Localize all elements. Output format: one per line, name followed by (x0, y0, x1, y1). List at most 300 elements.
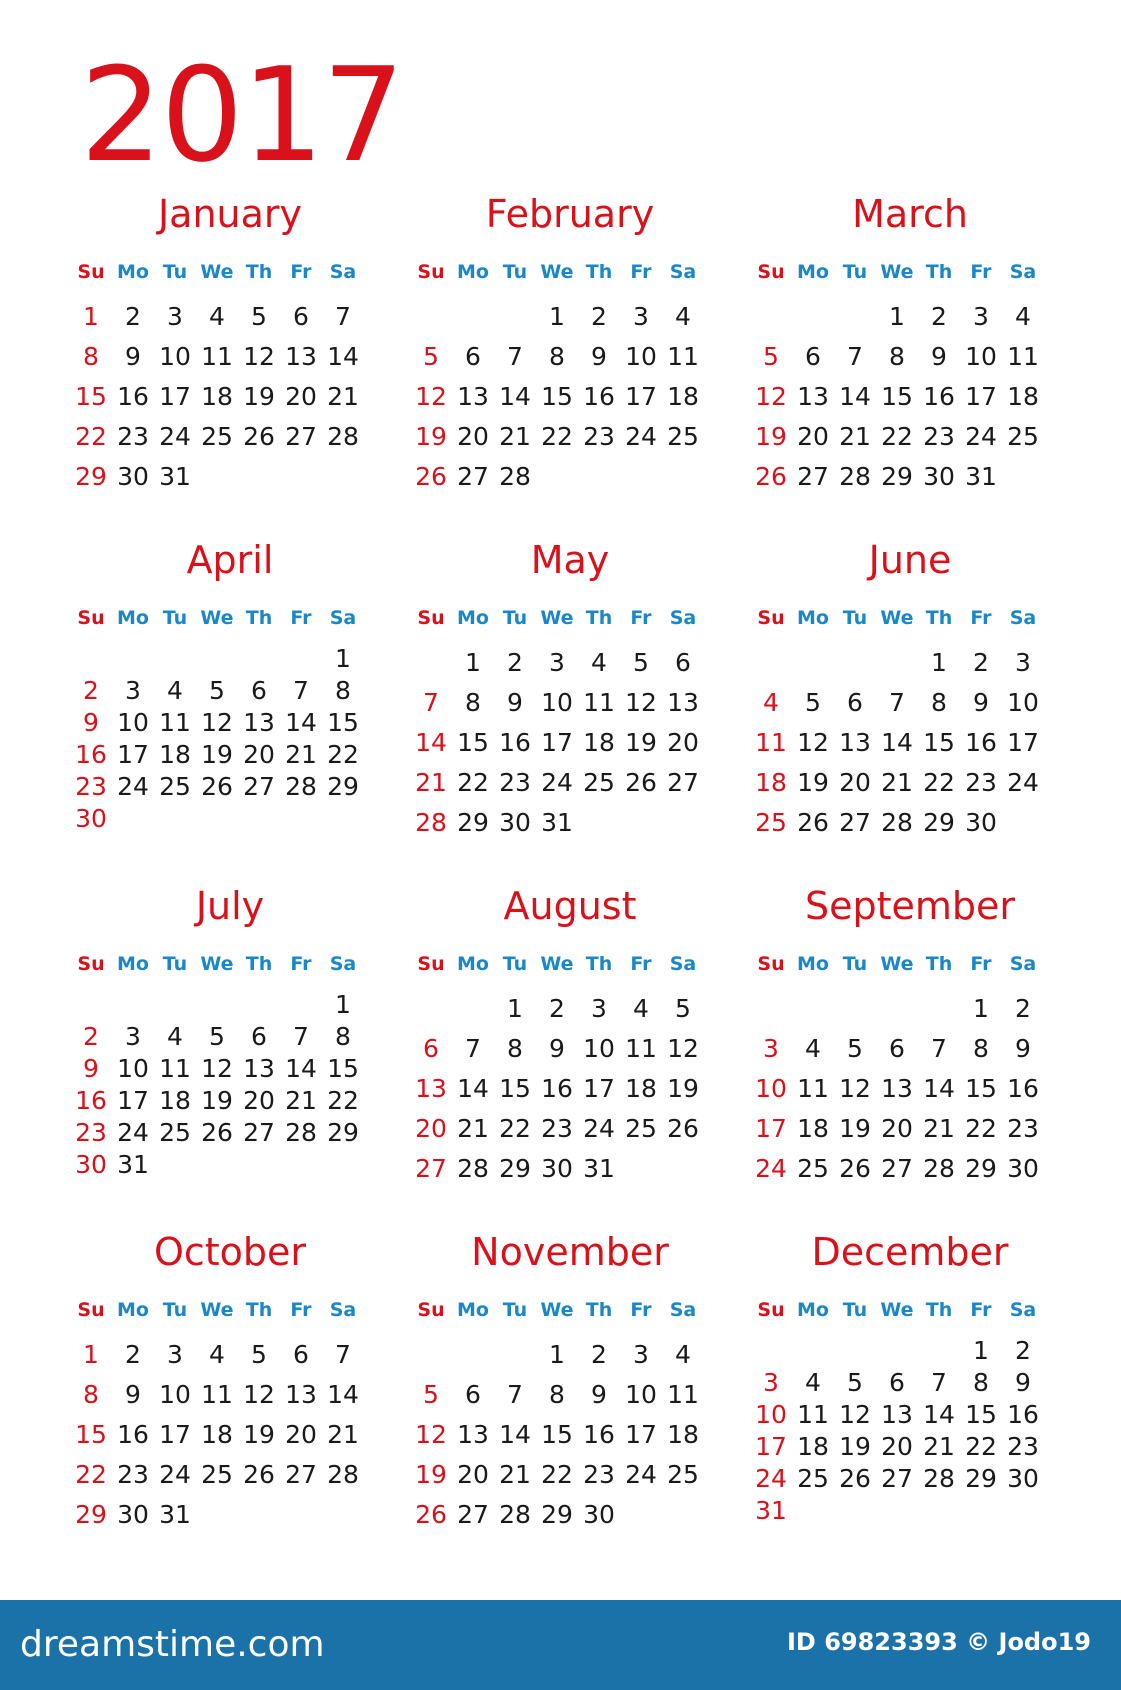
weekday-label: Th (245, 261, 273, 283)
day-number: 17 (625, 382, 657, 411)
day-number: 24 (625, 1460, 657, 1489)
day-number: 19 (201, 740, 233, 769)
day-number: 2 (591, 1340, 607, 1369)
empty-cell (834, 643, 876, 683)
day-number: 18 (797, 1114, 829, 1143)
day-number: 1 (549, 1340, 565, 1369)
day-number: 14 (881, 728, 913, 757)
empty-cell (750, 989, 792, 1029)
day-number: 29 (499, 1154, 531, 1183)
day-number: 4 (1015, 302, 1031, 331)
day-number: 23 (923, 422, 955, 451)
day-number: 4 (209, 1340, 225, 1369)
day-number: 26 (243, 422, 275, 451)
weekday-label: Su (417, 1299, 445, 1321)
day-number: 24 (117, 772, 149, 801)
day-number: 31 (159, 462, 191, 491)
day-number: 22 (965, 1114, 997, 1143)
day-number: 27 (415, 1154, 447, 1183)
empty-cell (410, 989, 452, 1029)
day-number: 31 (965, 462, 997, 491)
weekday-label: Su (417, 607, 445, 629)
month-name: February (485, 192, 655, 236)
day-number: 7 (847, 342, 863, 371)
day-number: 26 (797, 808, 829, 837)
empty-cell (792, 1335, 834, 1367)
day-number: 6 (423, 1034, 439, 1063)
day-number: 6 (847, 688, 863, 717)
day-number: 1 (549, 302, 565, 331)
day-number: 1 (973, 994, 989, 1023)
weekday-label: Su (757, 261, 785, 283)
day-number: 11 (201, 342, 233, 371)
day-number: 30 (117, 462, 149, 491)
site-logo: dreamstime.com (20, 1624, 325, 1665)
day-number: 20 (667, 728, 699, 757)
weekday-header (750, 607, 1050, 629)
day-number: 23 (499, 768, 531, 797)
day-number: 7 (293, 676, 309, 705)
empty-cell (280, 989, 322, 1021)
day-number: 8 (889, 342, 905, 371)
day-number: 18 (625, 1074, 657, 1103)
empty-cell (410, 1335, 452, 1375)
weekday-header (410, 953, 710, 975)
day-number: 27 (881, 1464, 913, 1493)
day-number: 27 (457, 1500, 489, 1529)
day-number: 10 (755, 1074, 787, 1103)
day-number: 2 (507, 648, 523, 677)
weekday-header (750, 261, 1050, 283)
day-number: 6 (675, 648, 691, 677)
empty-cell (410, 643, 452, 683)
day-number: 31 (755, 1496, 787, 1525)
weekday-header (410, 607, 710, 629)
day-number: 15 (499, 1074, 531, 1103)
day-number: 5 (805, 688, 821, 717)
day-number: 20 (285, 1420, 317, 1449)
weekday-label: We (880, 607, 914, 629)
day-number: 23 (583, 422, 615, 451)
day-number: 18 (797, 1432, 829, 1461)
weekday-label: Fr (630, 261, 652, 283)
day-number: 10 (159, 342, 191, 371)
day-number: 8 (465, 688, 481, 717)
day-number: 14 (285, 708, 317, 737)
days-grid (750, 1335, 1050, 1527)
day-number: 27 (797, 462, 829, 491)
weekday-label: Th (585, 607, 613, 629)
day-number: 20 (839, 768, 871, 797)
day-number: 10 (755, 1400, 787, 1429)
day-number: 25 (797, 1464, 829, 1493)
day-number: 10 (159, 1380, 191, 1409)
day-number: 24 (159, 1460, 191, 1489)
weekday-label: Sa (669, 1299, 697, 1321)
weekday-label: Fr (970, 1299, 992, 1321)
empty-cell (750, 643, 792, 683)
day-number: 30 (923, 462, 955, 491)
day-number: 12 (839, 1400, 871, 1429)
day-number: 2 (83, 1022, 99, 1051)
day-number: 22 (499, 1114, 531, 1143)
weekday-label: Fr (970, 261, 992, 283)
day-number: 3 (973, 302, 989, 331)
weekday-label: Th (245, 1299, 273, 1321)
day-number: 11 (1007, 342, 1039, 371)
day-number: 21 (923, 1432, 955, 1461)
empty-cell (280, 643, 322, 675)
day-number: 15 (457, 728, 489, 757)
day-number: 21 (881, 768, 913, 797)
day-number: 24 (755, 1464, 787, 1493)
day-number: 26 (755, 462, 787, 491)
day-number: 25 (667, 422, 699, 451)
day-number: 23 (541, 1114, 573, 1143)
weekday-label: Tu (162, 953, 188, 975)
day-number: 28 (457, 1154, 489, 1183)
day-number: 16 (541, 1074, 573, 1103)
day-number: 13 (839, 728, 871, 757)
day-number: 16 (583, 382, 615, 411)
weekday-label: Sa (1009, 1299, 1037, 1321)
day-number: 29 (75, 1500, 107, 1529)
day-number: 7 (507, 342, 523, 371)
day-number: 22 (327, 740, 359, 769)
day-number: 22 (75, 1460, 107, 1489)
day-number: 17 (117, 740, 149, 769)
month-name: November (471, 1230, 669, 1274)
day-number: 28 (499, 1500, 531, 1529)
empty-cell (834, 297, 876, 337)
day-number: 17 (159, 1420, 191, 1449)
day-number: 2 (1015, 994, 1031, 1023)
day-number: 25 (755, 808, 787, 837)
weekday-header (410, 1299, 710, 1321)
weekday-label: Su (417, 261, 445, 283)
day-number: 1 (931, 648, 947, 677)
weekday-label: Sa (329, 607, 357, 629)
day-number: 13 (415, 1074, 447, 1103)
day-number: 1 (83, 302, 99, 331)
weekday-header (70, 953, 370, 975)
day-number: 21 (327, 382, 359, 411)
day-number: 5 (251, 1340, 267, 1369)
empty-cell (112, 643, 154, 675)
day-number: 31 (159, 1500, 191, 1529)
day-number: 21 (923, 1114, 955, 1143)
day-number: 5 (209, 676, 225, 705)
weekday-label: Th (925, 261, 953, 283)
weekday-header (750, 953, 1050, 975)
footer-bar (0, 1600, 1121, 1690)
day-number: 19 (243, 1420, 275, 1449)
day-number: 7 (335, 302, 351, 331)
day-number: 25 (625, 1114, 657, 1143)
day-number: 20 (243, 1086, 275, 1115)
day-number: 4 (209, 302, 225, 331)
day-number: 18 (201, 1420, 233, 1449)
day-number: 23 (1007, 1114, 1039, 1143)
day-number: 8 (931, 688, 947, 717)
days-grid (70, 989, 370, 1181)
weekday-label: Tu (842, 261, 868, 283)
day-number: 29 (327, 1118, 359, 1147)
day-number: 16 (1007, 1400, 1039, 1429)
day-number: 1 (335, 990, 351, 1019)
day-number: 28 (839, 462, 871, 491)
day-number: 15 (75, 382, 107, 411)
weekday-label: Mo (457, 953, 489, 975)
day-number: 27 (285, 1460, 317, 1489)
empty-cell (70, 989, 112, 1021)
day-number: 21 (499, 422, 531, 451)
day-number: 3 (167, 1340, 183, 1369)
day-number: 4 (675, 1340, 691, 1369)
weekday-label: Sa (329, 953, 357, 975)
day-number: 7 (507, 1380, 523, 1409)
weekday-label: Sa (669, 953, 697, 975)
month-name: August (503, 884, 637, 928)
weekday-label: Th (925, 607, 953, 629)
day-number: 15 (541, 1420, 573, 1449)
day-number: 26 (201, 1118, 233, 1147)
day-number: 21 (839, 422, 871, 451)
weekday-label: Su (757, 1299, 785, 1321)
empty-cell (876, 1335, 918, 1367)
day-number: 19 (415, 422, 447, 451)
day-number: 14 (285, 1054, 317, 1083)
day-number: 29 (327, 772, 359, 801)
day-number: 17 (541, 728, 573, 757)
day-number: 10 (965, 342, 997, 371)
day-number: 15 (881, 382, 913, 411)
day-number: 15 (75, 1420, 107, 1449)
day-number: 6 (889, 1034, 905, 1063)
day-number: 9 (1015, 1368, 1031, 1397)
day-number: 20 (797, 422, 829, 451)
weekday-label: Mo (797, 1299, 829, 1321)
day-number: 19 (755, 422, 787, 451)
day-number: 1 (889, 302, 905, 331)
day-number: 4 (167, 1022, 183, 1051)
weekday-label: Th (925, 953, 953, 975)
weekday-label: Th (925, 1299, 953, 1321)
day-number: 12 (415, 1420, 447, 1449)
weekday-label: We (200, 953, 234, 975)
day-number: 30 (499, 808, 531, 837)
day-number: 16 (75, 1086, 107, 1115)
weekday-label: Su (77, 261, 105, 283)
day-number: 27 (285, 422, 317, 451)
weekday-label: Mo (457, 1299, 489, 1321)
weekday-label: We (200, 607, 234, 629)
weekday-label: We (540, 607, 574, 629)
day-number: 15 (327, 1054, 359, 1083)
empty-cell (918, 989, 960, 1029)
weekday-label: Sa (1009, 607, 1037, 629)
day-number: 17 (755, 1114, 787, 1143)
day-number: 12 (415, 382, 447, 411)
day-number: 3 (763, 1368, 779, 1397)
day-number: 17 (159, 382, 191, 411)
day-number: 30 (541, 1154, 573, 1183)
calendar-year: 2017 (80, 39, 403, 191)
day-number: 14 (327, 342, 359, 371)
day-number: 30 (1007, 1464, 1039, 1493)
day-number: 22 (965, 1432, 997, 1461)
day-number: 3 (1015, 648, 1031, 677)
day-number: 19 (625, 728, 657, 757)
day-number: 10 (117, 708, 149, 737)
day-number: 12 (797, 728, 829, 757)
day-number: 5 (847, 1368, 863, 1397)
weekday-label: Th (245, 953, 273, 975)
day-number: 17 (755, 1432, 787, 1461)
day-number: 26 (839, 1154, 871, 1183)
day-number: 2 (1015, 1336, 1031, 1365)
day-number: 11 (159, 1054, 191, 1083)
day-number: 18 (1007, 382, 1039, 411)
day-number: 28 (285, 1118, 317, 1147)
empty-cell (750, 1335, 792, 1367)
empty-cell (154, 643, 196, 675)
weekday-label: We (880, 1299, 914, 1321)
day-number: 29 (75, 462, 107, 491)
empty-cell (154, 989, 196, 1021)
weekday-label: Th (585, 953, 613, 975)
day-number: 2 (549, 994, 565, 1023)
weekday-label: Sa (329, 1299, 357, 1321)
weekday-label: Tu (162, 607, 188, 629)
day-number: 14 (499, 382, 531, 411)
weekday-label: Mo (117, 953, 149, 975)
weekday-label: We (540, 1299, 574, 1321)
day-number: 7 (931, 1034, 947, 1063)
day-number: 28 (327, 1460, 359, 1489)
day-number: 2 (83, 676, 99, 705)
day-number: 7 (465, 1034, 481, 1063)
day-number: 9 (931, 342, 947, 371)
day-number: 24 (625, 422, 657, 451)
day-number: 2 (125, 1340, 141, 1369)
day-number: 16 (583, 1420, 615, 1449)
weekday-label: We (540, 953, 574, 975)
day-number: 28 (327, 422, 359, 451)
day-number: 21 (285, 1086, 317, 1115)
day-number: 4 (633, 994, 649, 1023)
empty-cell (876, 643, 918, 683)
day-number: 13 (667, 688, 699, 717)
weekday-label: We (540, 261, 574, 283)
day-number: 8 (335, 676, 351, 705)
day-number: 27 (839, 808, 871, 837)
day-number: 13 (881, 1074, 913, 1103)
day-number: 27 (667, 768, 699, 797)
weekday-label: Fr (290, 607, 312, 629)
empty-cell (792, 297, 834, 337)
day-number: 28 (881, 808, 913, 837)
day-number: 23 (117, 422, 149, 451)
day-number: 31 (117, 1150, 149, 1179)
day-number: 6 (251, 1022, 267, 1051)
empty-cell (494, 1335, 536, 1375)
day-number: 5 (423, 1380, 439, 1409)
empty-cell (238, 643, 280, 675)
days-grid (70, 643, 370, 835)
day-number: 14 (839, 382, 871, 411)
empty-cell (410, 297, 452, 337)
day-number: 7 (423, 688, 439, 717)
day-number: 8 (83, 342, 99, 371)
empty-cell (196, 643, 238, 675)
day-number: 29 (965, 1464, 997, 1493)
day-number: 18 (667, 1420, 699, 1449)
day-number: 12 (755, 382, 787, 411)
day-number: 16 (117, 382, 149, 411)
days-grid (410, 297, 710, 497)
day-number: 25 (797, 1154, 829, 1183)
empty-cell (196, 989, 238, 1021)
day-number: 2 (125, 302, 141, 331)
month-name: May (530, 538, 610, 582)
days-grid (410, 643, 710, 843)
day-number: 22 (457, 768, 489, 797)
day-number: 16 (117, 1420, 149, 1449)
day-number: 8 (83, 1380, 99, 1409)
weekday-label: Tu (162, 261, 188, 283)
day-number: 29 (881, 462, 913, 491)
day-number: 5 (675, 994, 691, 1023)
day-number: 26 (625, 768, 657, 797)
weekday-label: We (200, 1299, 234, 1321)
day-number: 7 (931, 1368, 947, 1397)
day-number: 5 (423, 342, 439, 371)
day-number: 19 (797, 768, 829, 797)
empty-cell (918, 1335, 960, 1367)
empty-cell (452, 1335, 494, 1375)
day-number: 11 (667, 1380, 699, 1409)
days-grid (750, 643, 1050, 843)
image-id: ID 69823393 © Jodo19 (787, 1628, 1091, 1656)
day-number: 25 (201, 1460, 233, 1489)
weekday-label: Sa (1009, 953, 1037, 975)
day-number: 16 (965, 728, 997, 757)
month-name: October (153, 1230, 307, 1274)
day-number: 14 (923, 1400, 955, 1429)
weekday-label: Fr (290, 953, 312, 975)
day-number: 19 (839, 1114, 871, 1143)
day-number: 10 (541, 688, 573, 717)
weekday-label: Mo (457, 607, 489, 629)
weekday-label: Tu (842, 1299, 868, 1321)
empty-cell (834, 1335, 876, 1367)
weekday-label: Fr (970, 607, 992, 629)
empty-cell (452, 297, 494, 337)
days-grid (410, 1335, 710, 1535)
day-number: 22 (75, 422, 107, 451)
day-number: 9 (549, 1034, 565, 1063)
day-number: 1 (335, 644, 351, 673)
day-number: 11 (159, 708, 191, 737)
month-name: December (811, 1230, 1009, 1274)
day-number: 23 (75, 1118, 107, 1147)
day-number: 20 (881, 1432, 913, 1461)
days-grid (70, 1335, 370, 1535)
day-number: 19 (415, 1460, 447, 1489)
weekday-label: Sa (329, 261, 357, 283)
day-number: 15 (541, 382, 573, 411)
